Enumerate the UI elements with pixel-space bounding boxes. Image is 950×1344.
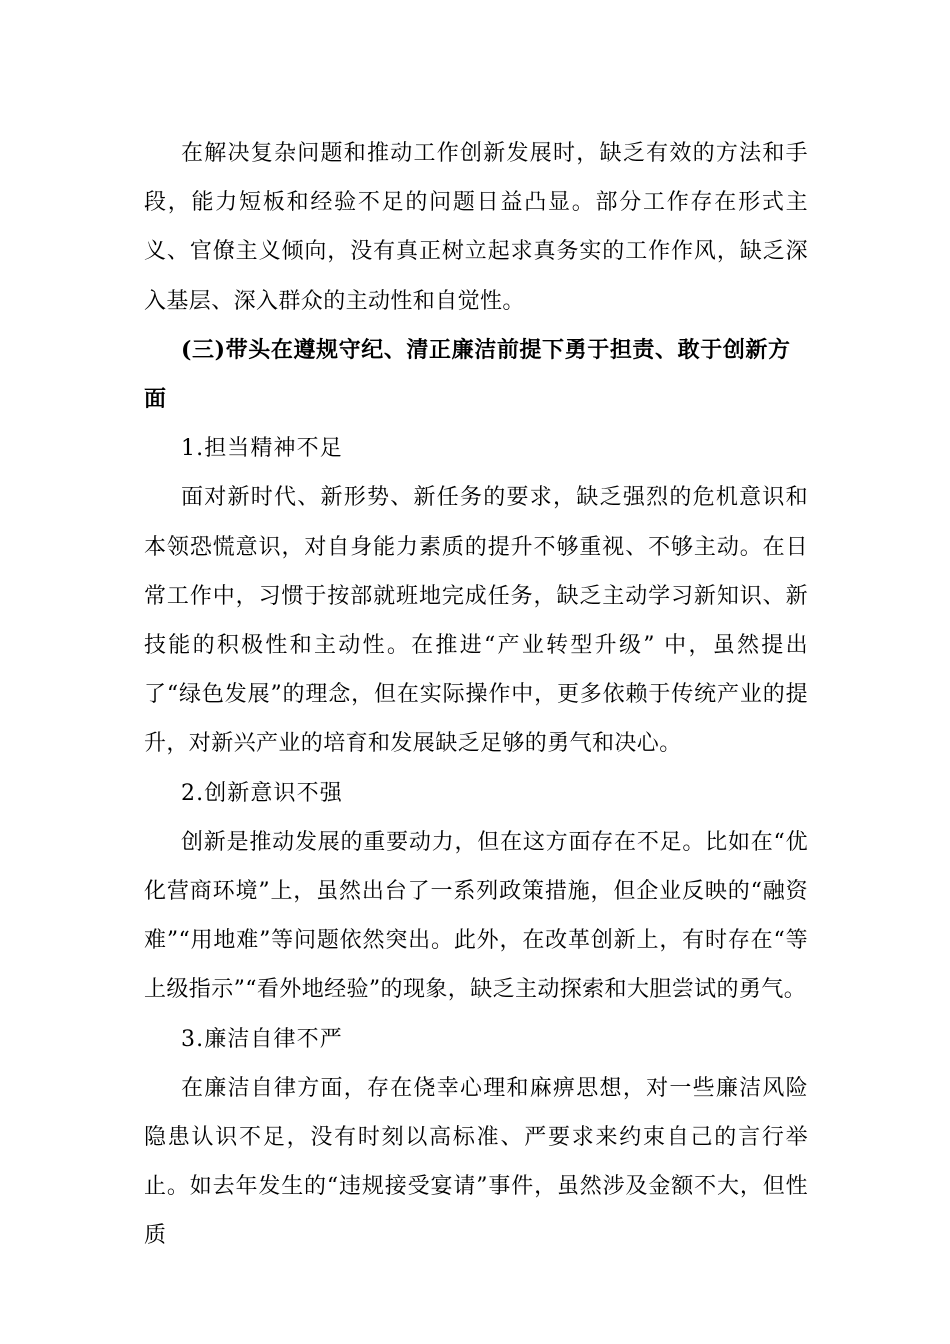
section-heading-three: (三)带头在遵规守纪、清正廉洁前提下勇于担责、敢于创新方面 (144, 336, 791, 413)
paragraph-integrity: 在廉洁自律方面，存在侥幸心理和麻痹思想，对一些廉洁风险隐患认识不足，没有时刻以高标准、严要求来约束自己的言行举止。如去年发生的“违规接受宴请”事件，虽然涉及金额不大，但性质 (144, 1075, 808, 1249)
document-body (144, 129, 808, 1261)
paragraph-innovation: 创新是推动发展的重要动力，但在这方面存在不足。比如在“优化营商环境”上，虽然出台了一系列政策措施，但企业反映的“融资难”“用地难”等问题依然突出。此外，在改革创新上，有时存在“等上级指示”“看外地经验”的现象，缺乏主动探索和大胆尝试的勇气。 (144, 829, 808, 1003)
subheading-integrity: 3.廉洁自律不严 (181, 1026, 343, 1052)
subheading-innovation: 2.创新意识不强 (181, 780, 343, 806)
subheading-responsibility: 1.担当精神不足 (181, 436, 343, 462)
paragraph-responsibility: 面对新时代、新形势、新任务的要求，缺乏强烈的危机意识和本领恐慌意识，对自身能力素质的提升不够重视、不够主动。在日常工作中，习惯于按部就班地完成任务，缺乏主动学习新知识、新技能的积极性和主动性。在推进“产业转型升级” 中，虽然提出了“绿色发展”的理念，但在实际操作中，更多依赖于传统产业的提升，对新兴产业的培育和发展缺乏足够的勇气和决心。 (144, 485, 808, 757)
paragraph-work-style: 在解决复杂问题和推动工作创新发展时，缺乏有效的方法和手段，能力短板和经验不足的问题日益凸显。部分工作存在形式主义、官僚主义倾向，没有真正树立起求真务实的工作作风，缺乏深入基层、深入群众的主动性和自觉性。 (144, 141, 808, 314)
